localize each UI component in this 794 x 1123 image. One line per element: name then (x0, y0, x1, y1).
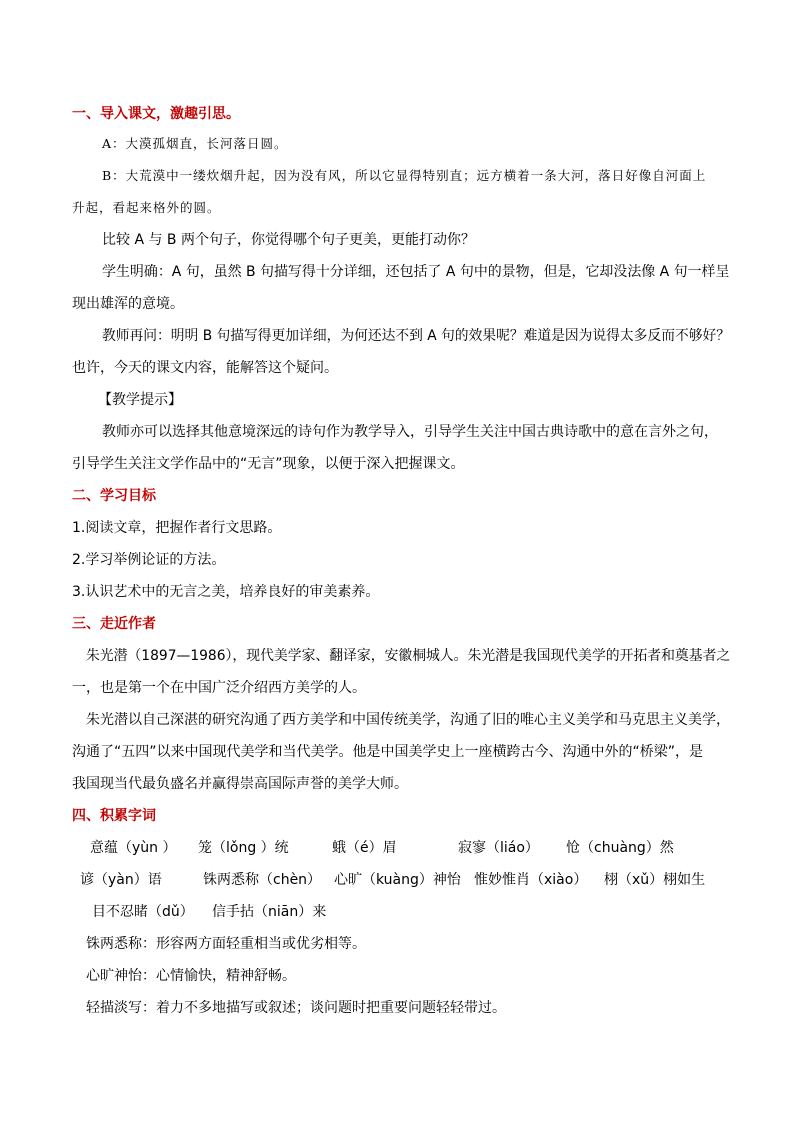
vocab-item: 谚（yàn）语 (80, 872, 162, 888)
vocab-item: 意蕴（yùn ） (90, 840, 177, 856)
vocab-item: 惟妙惟肖（xiào） (474, 872, 588, 888)
teaching-tip-line2: 引导学生关注文学作品中的“无言”现象，以便于深入把握课文。 (72, 456, 465, 472)
section-heading-vocabulary: 四、积累字词 (72, 808, 156, 824)
teacher-question-line2: 也许，今天的课文内容，能解答这个疑问。 (72, 360, 338, 376)
goal-item-3: 3.认识艺术中的无言之美，培养良好的审美素养。 (72, 584, 380, 600)
author-p2-line3: 我国现当代最负盛名并赢得崇高国际声誉的美学大师。 (72, 776, 408, 792)
section-heading-goals: 二、学习目标 (72, 488, 156, 504)
section-heading-author: 三、走近作者 (72, 616, 156, 632)
teacher-question-line1: 教师再问：明明 B 句描写得更加详细，为何还达不到 A 句的效果呢？难道是因为说得太多反而不够好？ (102, 328, 730, 344)
vocab-item: 心旷（kuàng）神怡 (334, 872, 461, 888)
vocab-item: 栩（xǔ）栩如生 (604, 872, 706, 888)
author-p1-line1: 朱光潜（1897—1986），现代美学家、翻译家，安徽桐城人。朱光潜是我国现代美学的开拓者和奠基者之 (86, 648, 731, 664)
teaching-tip-line1: 教师亦可以选择其他意境深远的诗句作为教学导入，引导学生关注中国古典诗歌中的意在言外之句， (102, 424, 718, 440)
author-p2-line1: 朱光潜以自己深湛的研究沟通了西方美学和中国传统美学，沟通了旧的唯心主义美学和马克思主义美学， (86, 712, 730, 728)
student-answer-line1: 学生明确：A 句，虽然 B 句描写得十分详细，还包括了 A 句中的景物，但是，它却没法像 A 句一样呈 (102, 264, 730, 280)
definition-line-1: 铢两悉称：形容两方面轻重相当或优劣相等。 (86, 936, 366, 952)
definition-line-2: 心旷神怡：心情愉快，精神舒畅。 (86, 968, 296, 984)
vocab-item: 目不忍睹（dǔ） (92, 904, 194, 920)
vocab-item: 笼（lǒng ）统 (198, 840, 289, 856)
question-line: 比较 A 与 B 两个句子，你觉得哪个句子更美，更能打动你？ (102, 232, 475, 248)
student-answer-line2: 现出雄浑的意境。 (72, 296, 184, 312)
teaching-tip-label: 【教学提示】 (98, 392, 182, 408)
section-heading-intro: 一、导入课文，激趣引思。 (72, 106, 240, 122)
sentence-b-line1: B：大荒漠中一缕炊烟升起，因为没有风，所以它显得特别直；远方横着一条大河，落日好像自河面上 (102, 168, 707, 183)
vocab-item: 怆（chuàng）然 (566, 840, 674, 856)
vocab-item: 信手拈（niān）来 (212, 904, 327, 920)
vocab-item: 蛾（é）眉 (332, 840, 397, 856)
vocab-item: 寂寥（liáo） (458, 840, 539, 856)
sentence-a: A：大漠孤烟直，长河落日圆。 (102, 136, 288, 151)
goal-item-2: 2.学习举例论证的方法。 (72, 552, 226, 568)
author-p2-line2: 沟通了“五四”以来中国现代美学和当代美学。他是中国美学史上一座横跨古今、沟通中外的“桥梁”，是 (72, 744, 704, 760)
author-p1-line2: 一，也是第一个在中国广泛介绍西方美学的人。 (72, 680, 366, 696)
definition-line-3: 轻描淡写：着力不多地描写或叙述；谈问题时把重要问题轻轻带过。 (86, 1000, 506, 1016)
vocab-item: 铢两悉称（chèn） (203, 872, 322, 888)
goal-item-1: 1.阅读文章，把握作者行文思路。 (72, 520, 282, 536)
sentence-b-line2: 升起，看起来格外的圆。 (72, 200, 221, 215)
